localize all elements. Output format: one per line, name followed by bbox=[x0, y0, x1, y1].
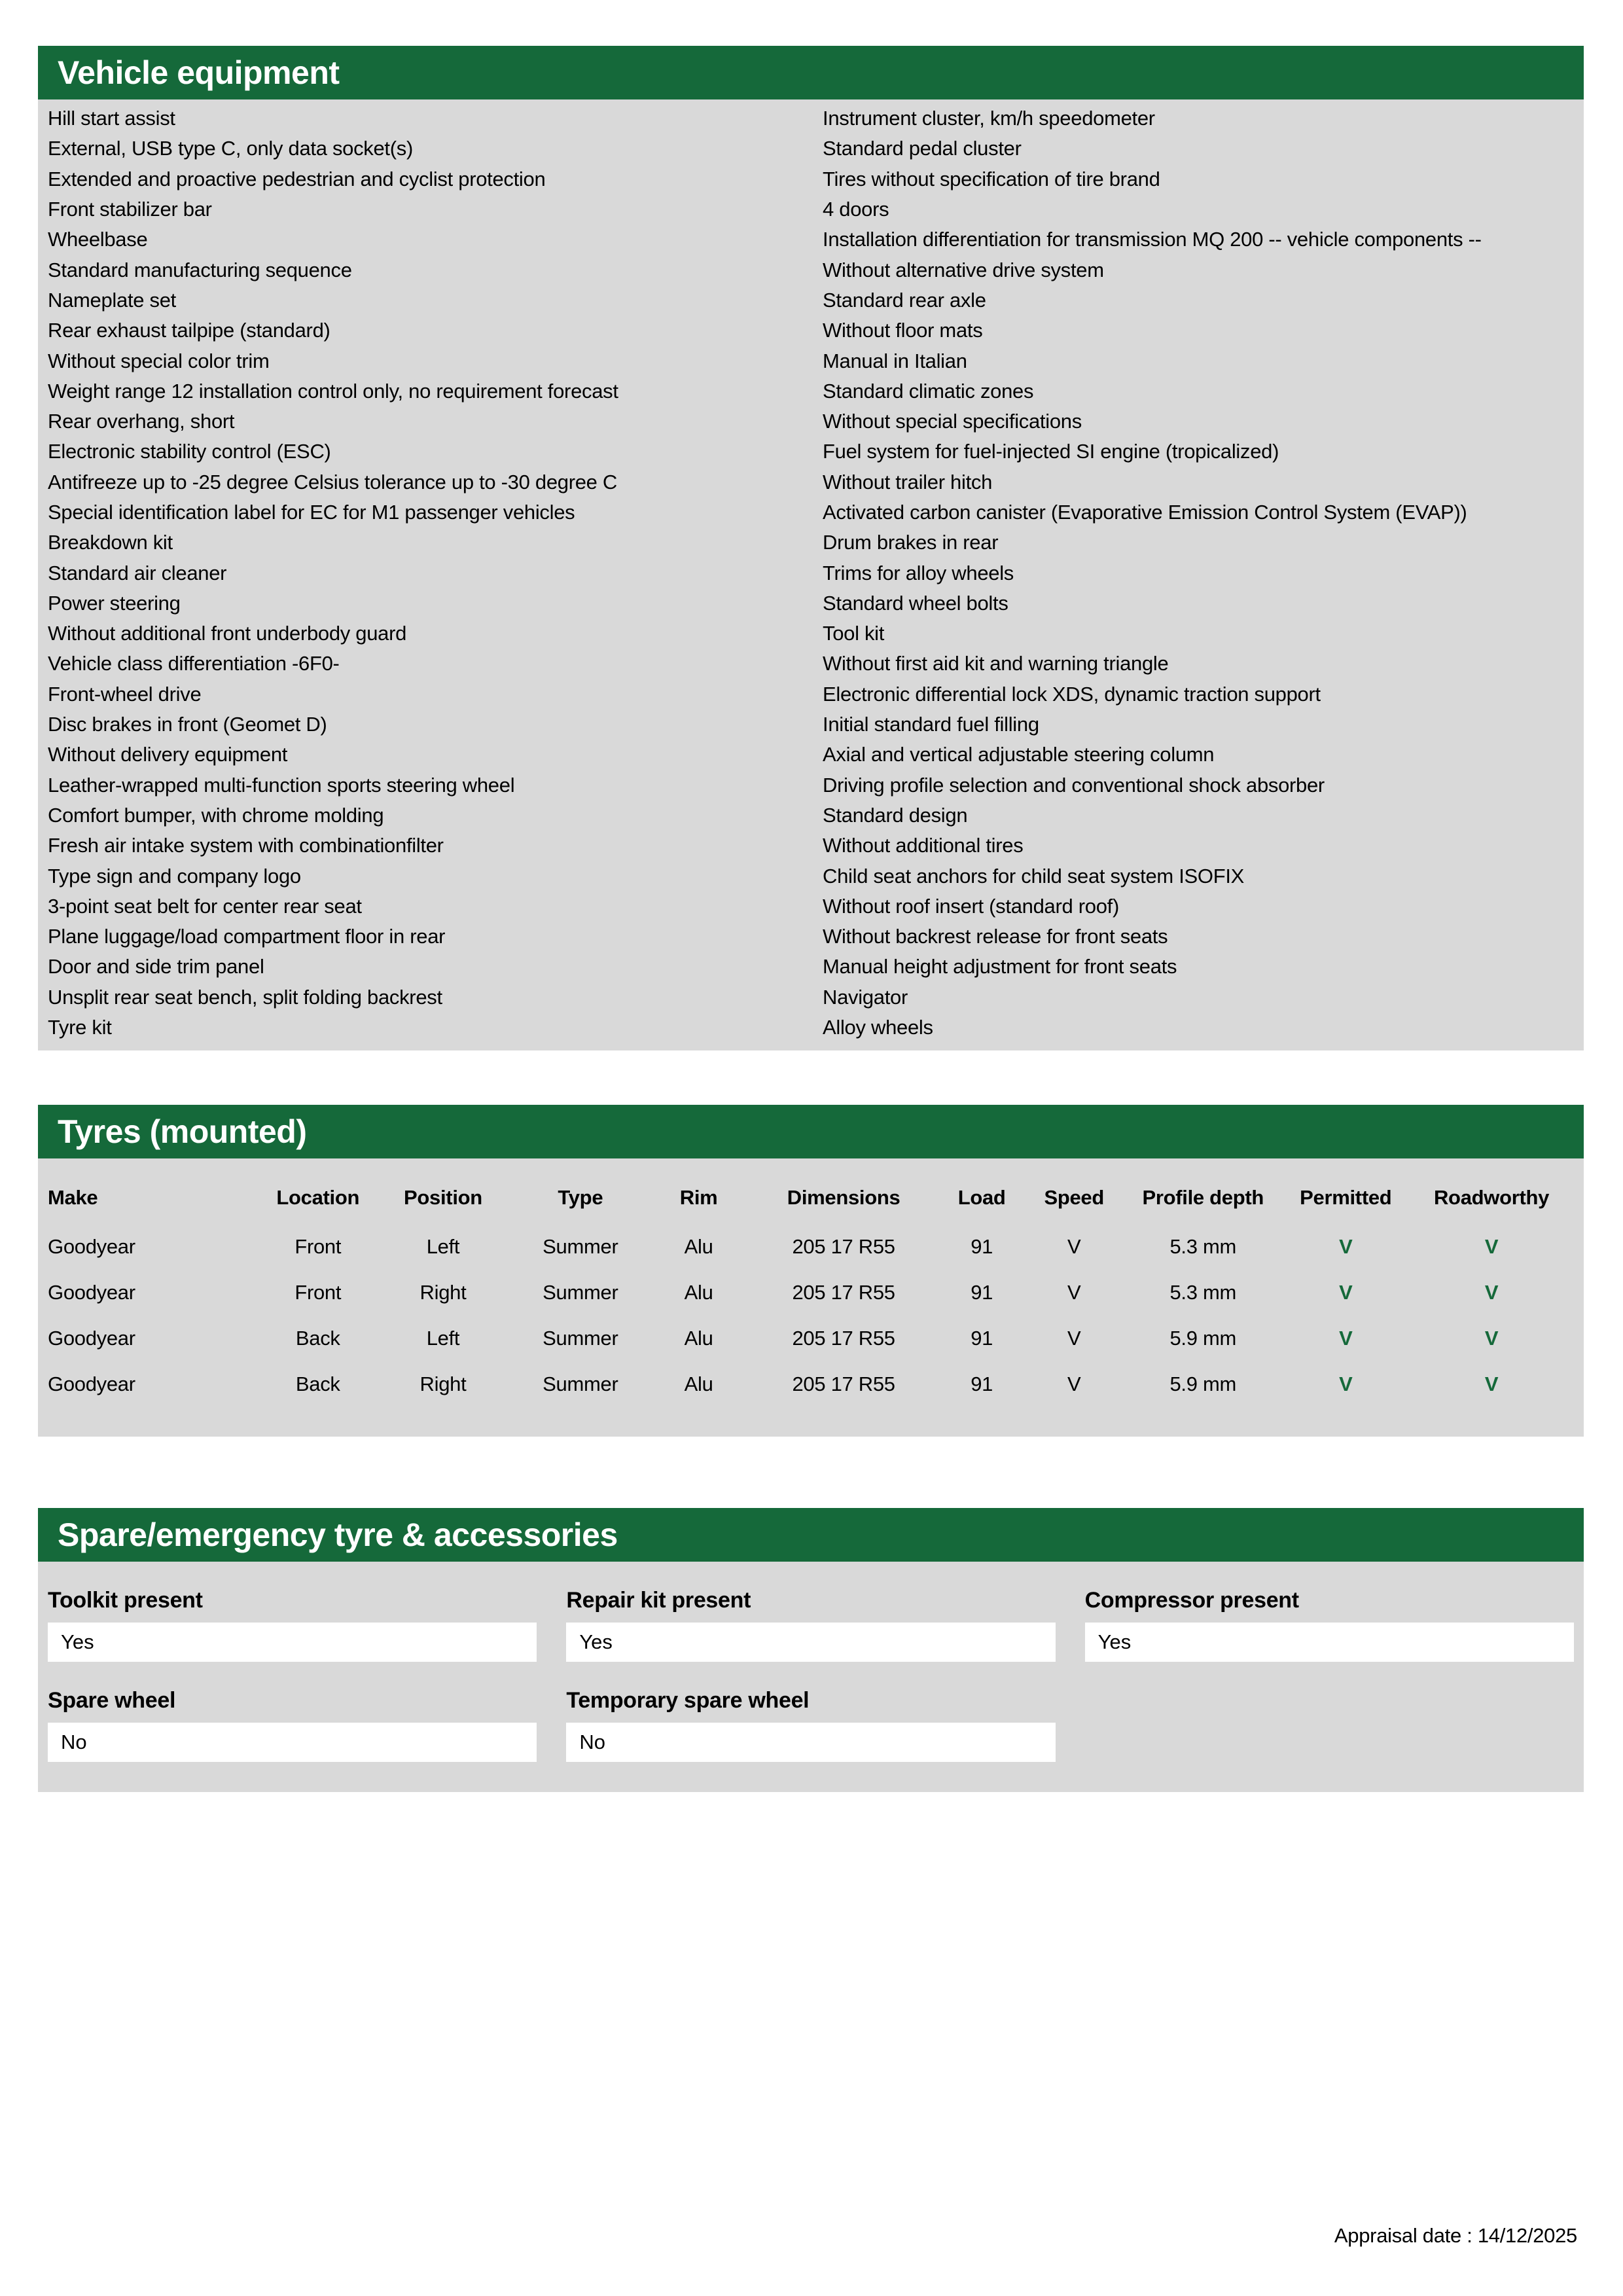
tyre-row bbox=[48, 1270, 1574, 1316]
equipment-item: Weight range 12 installation control only, no requirement forecast bbox=[48, 379, 618, 403]
check-mark: V bbox=[1484, 1281, 1499, 1304]
tyre-cell: 205 17 R55 bbox=[792, 1281, 895, 1304]
equipment-item: Driving profile selection and conventional shock absorber bbox=[823, 773, 1325, 797]
field-label: Spare wheel bbox=[48, 1688, 176, 1713]
field-value-box: Yes bbox=[48, 1623, 537, 1662]
equipment-item: 4 doors bbox=[823, 198, 889, 221]
tyre-cell: Alu bbox=[684, 1281, 713, 1304]
tyre-cell: Summer bbox=[543, 1372, 618, 1395]
equipment-item: Installation differentiation for transmission MQ 200 -- vehicle components -- bbox=[823, 228, 1482, 251]
equipment-item: Extended and proactive pedestrian and cyclist protection bbox=[48, 167, 546, 190]
equipment-item: Child seat anchors for child seat system ISOFIX bbox=[823, 864, 1245, 888]
equipment-item: Without floor mats bbox=[823, 319, 983, 342]
equipment-item: Special identification label for EC for M1 passenger vehicles bbox=[48, 501, 575, 524]
tyre-cell: Back bbox=[295, 1327, 340, 1350]
tyres-table bbox=[48, 1172, 1574, 1407]
appraisal-date bbox=[1334, 2224, 1577, 2248]
equipment-item: Without delivery equipment bbox=[48, 743, 288, 766]
tyre-cell: Left bbox=[426, 1327, 460, 1350]
tyre-column-header: Load bbox=[957, 1186, 1006, 1209]
equipment-item: Front stabilizer bar bbox=[48, 198, 212, 221]
field-label: Temporary spare wheel bbox=[566, 1688, 810, 1713]
vehicle-equipment-title-bar bbox=[38, 46, 1584, 99]
tyre-column-header: Rim bbox=[679, 1186, 718, 1209]
spare-fields-grid bbox=[38, 1562, 1584, 1792]
tyre-cell: V bbox=[1067, 1281, 1081, 1304]
equipment-item: Standard climatic zones bbox=[823, 379, 1034, 403]
field-temporary-spare-wheel bbox=[566, 1688, 1055, 1762]
field-spare-wheel bbox=[48, 1688, 537, 1762]
tyre-column-header: Type bbox=[558, 1186, 603, 1209]
check-mark: V bbox=[1484, 1235, 1499, 1258]
field-compressor-present bbox=[1085, 1588, 1574, 1662]
equipment-item: Vehicle class differentiation -6F0- bbox=[48, 652, 340, 675]
equipment-item: Disc brakes in front (Geomet D) bbox=[48, 713, 327, 736]
tyre-row bbox=[48, 1361, 1574, 1407]
tyre-row bbox=[48, 1316, 1574, 1361]
equipment-item: Alloy wheels bbox=[823, 1016, 933, 1039]
equipment-item: Type sign and company logo bbox=[48, 864, 301, 888]
equipment-item: Front-wheel drive bbox=[48, 682, 202, 706]
tyre-cell: 91 bbox=[971, 1327, 993, 1350]
appraisal-date-text: Appraisal date : 14/12/2025 bbox=[1334, 2224, 1577, 2247]
equipment-item: Manual in Italian bbox=[823, 349, 967, 372]
equipment-right-column bbox=[811, 103, 1584, 1043]
equipment-item: Drum brakes in rear bbox=[823, 531, 999, 554]
spare-title: Spare/emergency tyre & accessories bbox=[58, 1516, 618, 1553]
equipment-item: Leather-wrapped multi-function sports steering wheel bbox=[48, 773, 515, 797]
tyre-cell: Alu bbox=[684, 1372, 713, 1395]
equipment-item: Power steering bbox=[48, 591, 181, 615]
check-mark: V bbox=[1339, 1327, 1353, 1350]
equipment-item: Electronic differential lock XDS, dynamic traction support bbox=[823, 682, 1321, 706]
field-repair-kit-present bbox=[566, 1588, 1055, 1662]
equipment-item: Unsplit rear seat bench, split folding backrest bbox=[48, 985, 442, 1009]
field-label: Toolkit present bbox=[48, 1588, 203, 1613]
tyre-cell: Goodyear bbox=[48, 1372, 135, 1395]
equipment-item: Tool kit bbox=[823, 622, 885, 645]
equipment-item: Nameplate set bbox=[48, 288, 176, 312]
tyre-cell: Right bbox=[419, 1281, 467, 1304]
tyre-cell: 5.3 mm bbox=[1169, 1281, 1237, 1304]
tyre-cell: 205 17 R55 bbox=[792, 1372, 895, 1395]
equipment-item: External, USB type C, only data socket(s) bbox=[48, 137, 413, 160]
equipment-item: Without special specifications bbox=[823, 410, 1082, 433]
equipment-item: Breakdown kit bbox=[48, 531, 173, 554]
tyre-cell: Summer bbox=[543, 1281, 618, 1304]
equipment-item: Activated carbon canister (Evaporative Emission Control System (EVAP)) bbox=[823, 501, 1467, 524]
tyre-cell: Front bbox=[294, 1281, 342, 1304]
tyre-cell: Goodyear bbox=[48, 1281, 135, 1304]
tyre-cell: Goodyear bbox=[48, 1327, 135, 1350]
equipment-left-column bbox=[38, 103, 811, 1043]
tyre-cell: 5.9 mm bbox=[1169, 1327, 1237, 1350]
equipment-item: Standard design bbox=[823, 803, 968, 827]
equipment-item: Tyre kit bbox=[48, 1016, 112, 1039]
equipment-item: Rear exhaust tailpipe (standard) bbox=[48, 319, 330, 342]
section-vehicle-equipment bbox=[38, 46, 1584, 1050]
equipment-item: Standard manufacturing sequence bbox=[48, 258, 352, 281]
tyres-table-container bbox=[38, 1158, 1584, 1437]
tyres-title: Tyres (mounted) bbox=[58, 1113, 307, 1150]
check-mark: V bbox=[1339, 1372, 1353, 1395]
field-toolkit-present bbox=[48, 1588, 537, 1662]
tyre-row bbox=[48, 1224, 1574, 1270]
equipment-item: Antifreeze up to -25 degree Celsius tolerance up to -30 degree C bbox=[48, 470, 618, 493]
tyre-cell: V bbox=[1067, 1235, 1081, 1258]
equipment-item: Axial and vertical adjustable steering column bbox=[823, 743, 1215, 766]
equipment-item: Without special color trim bbox=[48, 349, 270, 372]
equipment-item: Initial standard fuel filling bbox=[823, 713, 1039, 736]
tyre-column-header: Make bbox=[48, 1186, 98, 1209]
section-spare-emergency bbox=[38, 1508, 1584, 1792]
check-mark: V bbox=[1484, 1327, 1499, 1350]
equipment-item: Without alternative drive system bbox=[823, 258, 1104, 281]
equipment-item: Without backrest release for front seats bbox=[823, 925, 1168, 948]
tyre-cell: 205 17 R55 bbox=[792, 1235, 895, 1258]
equipment-item: Plane luggage/load compartment floor in rear bbox=[48, 925, 446, 948]
equipment-item: Without roof insert (standard roof) bbox=[823, 894, 1119, 918]
tyre-cell: 91 bbox=[971, 1235, 993, 1258]
equipment-item: Electronic stability control (ESC) bbox=[48, 440, 331, 463]
equipment-item: Without additional tires bbox=[823, 834, 1024, 857]
section-tyres-mounted bbox=[38, 1105, 1584, 1437]
vehicle-equipment-list bbox=[38, 99, 1584, 1050]
equipment-item: Standard wheel bolts bbox=[823, 591, 1008, 615]
tyre-column-header: Location bbox=[276, 1186, 360, 1209]
tyres-table-body bbox=[48, 1224, 1574, 1407]
tyre-cell: Left bbox=[426, 1235, 460, 1258]
equipment-item: Comfort bumper, with chrome molding bbox=[48, 803, 384, 827]
spare-title-bar bbox=[38, 1508, 1584, 1562]
tyres-header-row bbox=[48, 1172, 1574, 1224]
equipment-item: Standard air cleaner bbox=[48, 561, 227, 584]
tyre-cell: Summer bbox=[543, 1235, 618, 1258]
tyre-column-header: Position bbox=[404, 1186, 482, 1209]
tyre-cell: Right bbox=[419, 1372, 467, 1395]
tyres-title-bar bbox=[38, 1105, 1584, 1158]
equipment-item: Hill start assist bbox=[48, 107, 175, 130]
tyre-column-header: Roadworthy bbox=[1433, 1186, 1550, 1209]
field-label: Repair kit present bbox=[566, 1588, 751, 1613]
equipment-item: Door and side trim panel bbox=[48, 955, 264, 978]
tyre-cell: 5.3 mm bbox=[1169, 1235, 1237, 1258]
tyre-cell: 205 17 R55 bbox=[792, 1327, 895, 1350]
tyre-cell: Goodyear bbox=[48, 1235, 135, 1258]
tyre-column-header: Permitted bbox=[1300, 1186, 1392, 1209]
equipment-item: Fuel system for fuel-injected SI engine (tropicalized) bbox=[823, 440, 1279, 463]
equipment-item: Without additional front underbody guard bbox=[48, 622, 407, 645]
field-label: Compressor present bbox=[1084, 1588, 1299, 1613]
equipment-item: Standard pedal cluster bbox=[823, 137, 1022, 160]
equipment-item: Instrument cluster, km/h speedometer bbox=[823, 107, 1155, 130]
tyre-cell: 91 bbox=[971, 1372, 993, 1395]
vehicle-equipment-title: Vehicle equipment bbox=[58, 54, 340, 91]
equipment-item: Standard rear axle bbox=[823, 288, 986, 312]
equipment-item: Fresh air intake system with combinationfilter bbox=[48, 834, 444, 857]
equipment-item: Tires without specification of tire brand bbox=[823, 167, 1160, 190]
check-mark: V bbox=[1339, 1281, 1353, 1304]
equipment-item: Rear overhang, short bbox=[48, 410, 235, 433]
equipment-item: Trims for alloy wheels bbox=[823, 561, 1014, 584]
equipment-item: Without first aid kit and warning triangle bbox=[823, 652, 1169, 675]
field-value-box: Yes bbox=[566, 1623, 1055, 1662]
tyre-cell: Back bbox=[295, 1372, 340, 1395]
tyre-cell: 5.9 mm bbox=[1169, 1372, 1237, 1395]
tyre-cell: Front bbox=[294, 1235, 342, 1258]
field-value-box: No bbox=[566, 1723, 1055, 1762]
equipment-item: Without trailer hitch bbox=[823, 470, 993, 493]
equipment-item: Navigator bbox=[823, 985, 908, 1009]
tyre-column-header: Dimensions bbox=[787, 1186, 901, 1209]
check-mark: V bbox=[1339, 1235, 1353, 1258]
equipment-item: Manual height adjustment for front seats bbox=[823, 955, 1177, 978]
tyre-cell: V bbox=[1067, 1372, 1081, 1395]
field-value-box: Yes bbox=[1085, 1623, 1574, 1662]
equipment-item: 3-point seat belt for center rear seat bbox=[48, 894, 362, 918]
tyre-cell: V bbox=[1067, 1327, 1081, 1350]
tyre-column-header: Profile depth bbox=[1142, 1186, 1264, 1209]
check-mark: V bbox=[1484, 1372, 1499, 1395]
tyre-column-header: Speed bbox=[1044, 1186, 1104, 1209]
tyre-cell: Alu bbox=[684, 1235, 713, 1258]
field-value-box: No bbox=[48, 1723, 537, 1762]
tyre-cell: Summer bbox=[543, 1327, 618, 1350]
tyre-cell: 91 bbox=[971, 1281, 993, 1304]
equipment-item: Wheelbase bbox=[48, 228, 148, 251]
tyre-cell: Alu bbox=[684, 1327, 713, 1350]
